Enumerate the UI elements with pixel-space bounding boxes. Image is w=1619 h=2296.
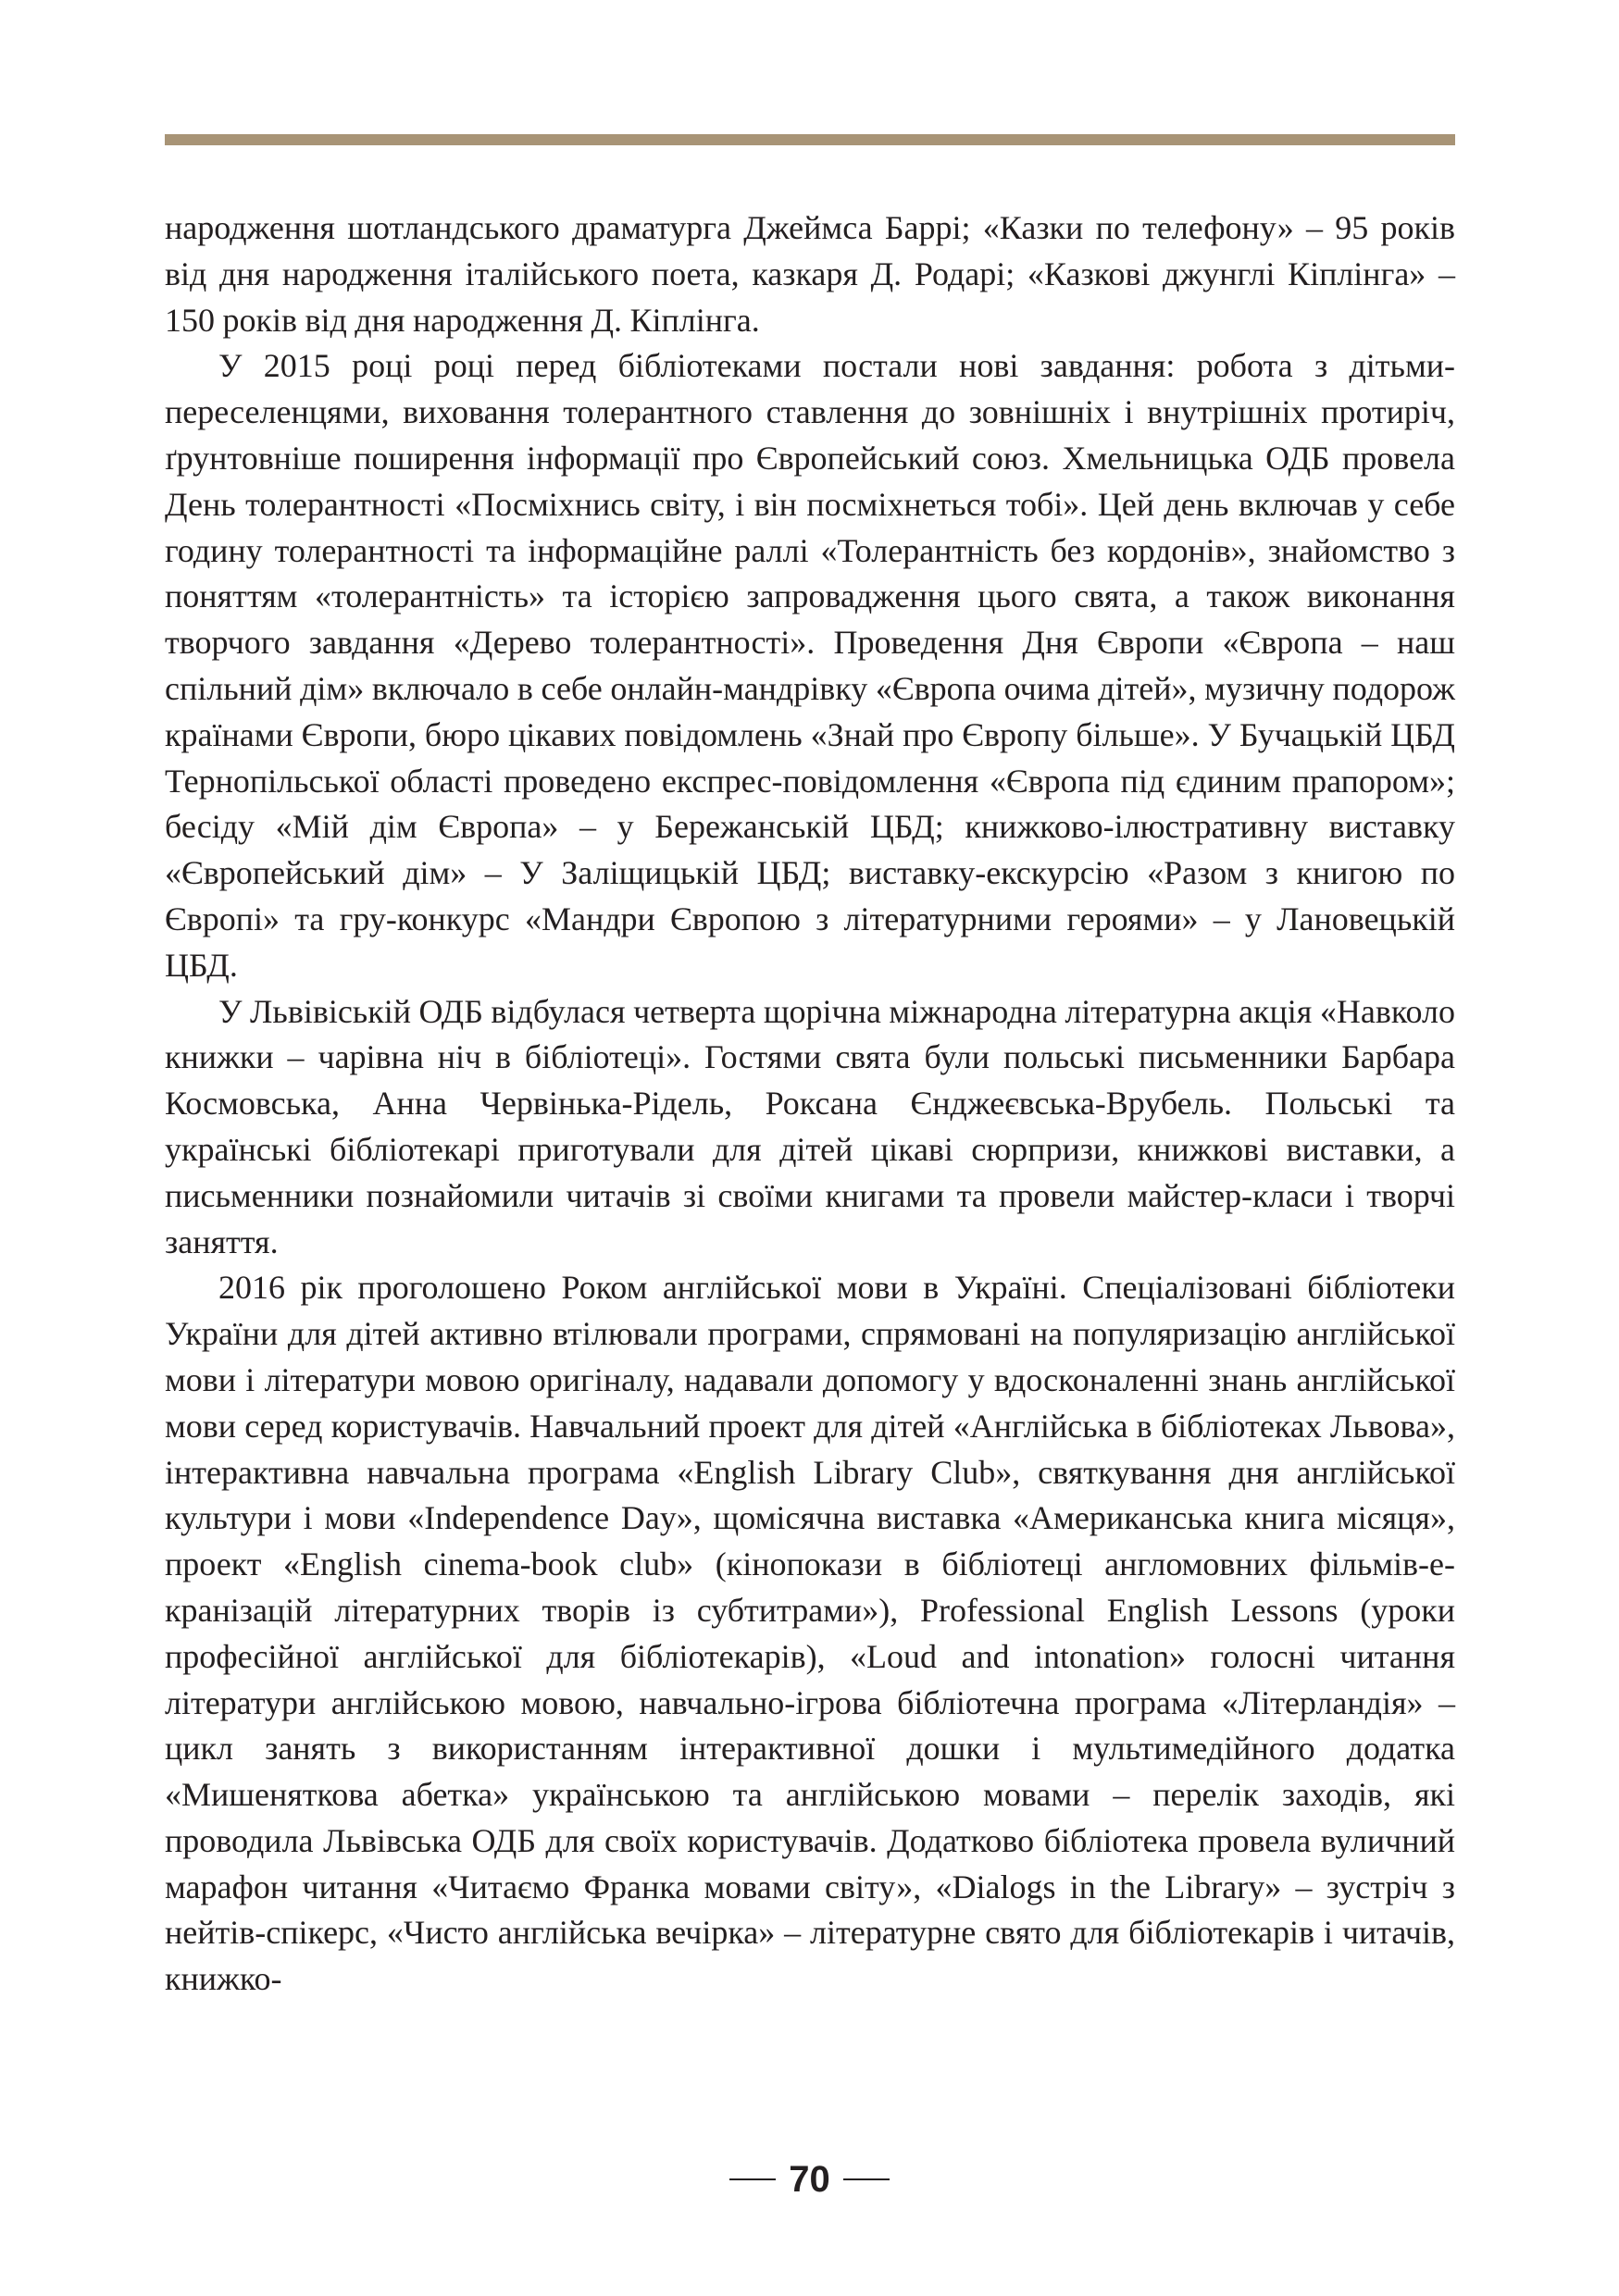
- body-text: [165, 205, 1455, 2003]
- header-rule: [165, 134, 1455, 145]
- paragraph-lviv-night-library: У Львівіській ОДБ відбулася четверта щорічна міжнародна літературна акція «Навколо книжки – чарівна ніч в бібліотеці». Гостями свята були польські письменники Барбара Космовська, Анна Червінька-Рідель, Роксана Єнджеєвська-Врубель. Польські та українські бібліотекарі приготували для дітей цікаві сюрпризи, книжкові виставки, а письменники познайомили читачів зі своїми книгами та провели майстер-класи і творчі заняття.: [165, 992, 1455, 1260]
- paragraph-tolerance-europe: У 2015 році році перед бібліотеками постали нові завдання: робота з дітьми-переселенцями, виховання толерантного ставлення до зовнішніх і внутрішніх протиріч, ґрунтовніше поширення інформації про Європейський союз. Хмельницька ОДБ провела День толерантності «Посміхнись світу, і він посміхнеться тобі». Цей день включав у себе годину толерантності та інформаційне раллі «Толерантність без кордонів», знайомство з поняттям «толерантність» та історією запровадження цього свята, а також виконання творчого завдання «Дерево толерантності». Проведення Дня Європи «Європа – наш спільний дім» включало в себе онлайн-мандрівку «Європа очима дітей», музичну подорож країнами Європи, бюро цікавих повідомлень «Знай про Європу більше». У Бучацькій ЦБД Тернопільської області проведено експрес-повідомлення «Європа під єдиним прапором»; бесіду «Мій дім Європа» – у Бережанській ЦБД; книжково-ілюстративну виставку «Європейський дім» – У Заліщицькій ЦБД; виставку-екскурсію «Разом з книгою по Європі» та гру-конкурс «Мандри Європою з літературними героями» – у Лановецькій ЦБД.: [165, 347, 1455, 984]
- footer-line-right: [843, 2178, 890, 2180]
- paragraph-continuation: народження шотландського драматурга Джеймса Баррі; «Казки по телефону» – 95 років від дня народження італійського поета, казкаря Д. Родарі; «Казкові джунглі Кіплінга» – 150 років від дня народження Д. Кіплінга.: [165, 209, 1455, 339]
- page-footer: [0, 2156, 1619, 2203]
- paragraph-english-year: 2016 рік проголошено Роком англійської мови в Україні. Спеціалізовані бібліотеки України для дітей активно втілювали програми, спрямовані на популяризацію англійської мови і літератури мовою оригіналу, надавали допомогу у вдосконаленні знань англійської мови серед користувачів. Навчальний проект для дітей «Англійська в бібліотеках Львова», інтерактивна навчальна програма «English Library Club», святкування дня англійської культури і мови «Independence Day», щомісячна виставка «Американська книга місяця», проект «English cinema-book club» (кінопокази в бібліотеці англомовних фільмів-екранізацій літературних творів із субтитрами»), Professional English Lessons (уроки професійної англійської для бібліотекарів), «Loud and intonation» голосні читання літератури англійською мовою, навчально-ігрова бібліотечна програма «Літерландія» – цикл занять з використанням інтерактивної дошки і мультимедійного додатка «Мишеняткова абетка» українською та англійською мовами – перелік заходів, які проводила Львівська ОДБ для своїх користувачів. Додатково бібліотека провела вуличний марафон читання «Читаємо Франка мовами світу», «Dialogs in the Library» – зустріч з нейтів-спікерс, «Чисто англійська вечірка» – літературне свято для бібліотекарів і читачів, книжко-: [165, 1269, 1455, 1998]
- page-number: 70: [789, 2159, 830, 2200]
- footer-line-left: [729, 2178, 776, 2180]
